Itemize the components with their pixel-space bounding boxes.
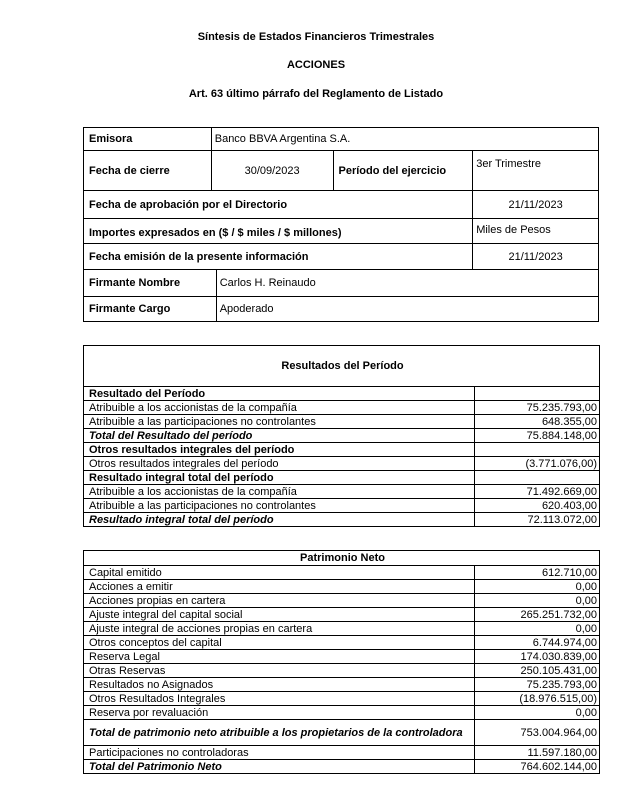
row-label: Capital emitido	[84, 566, 475, 580]
table-row	[84, 401, 600, 415]
row-value: 72.113.072,00	[475, 513, 600, 527]
periodo-value: 3er Trimestre	[473, 151, 599, 191]
row-value: 620.403,00	[475, 499, 600, 513]
table-row	[84, 650, 600, 664]
row-label: Resultado integral total del período	[84, 471, 475, 485]
row-value: 0,00	[475, 706, 600, 720]
row-label: Atribuible a las participaciones no controlantes	[84, 499, 475, 513]
row-value: 174.030.839,00	[475, 650, 600, 664]
table-row	[84, 664, 600, 678]
table-row	[84, 706, 600, 720]
table-row	[84, 513, 600, 527]
table-row	[84, 760, 600, 774]
row-value: 71.492.669,00	[475, 485, 600, 499]
row-label: Otras Reservas	[84, 664, 475, 678]
aprobacion-value: 21/11/2023	[473, 191, 599, 219]
table-row	[84, 636, 600, 650]
row-value: 75.884.148,00	[475, 429, 600, 443]
row-value	[475, 443, 600, 457]
row-label: Participaciones no controladoras	[84, 746, 475, 760]
row-label: Ajuste integral del capital social	[84, 608, 475, 622]
patrimonio-title: Patrimonio Neto	[84, 551, 600, 566]
row-value: 612.710,00	[475, 566, 600, 580]
document-title: Síntesis de Estados Financieros Trimestrales	[197, 31, 435, 43]
table-row	[84, 443, 600, 457]
row-value: 764.602.144,00	[475, 760, 600, 774]
document-article: Art. 63 último párrafo del Reglamento de Listado	[188, 88, 444, 100]
row-label: Acciones propias en cartera	[84, 594, 475, 608]
row-value: 75.235.793,00	[475, 401, 600, 415]
row-label: Resultado del Período	[84, 387, 475, 401]
table-row	[84, 387, 600, 401]
table-row	[84, 720, 600, 746]
fecha-cierre-value: 30/09/2023	[211, 151, 333, 191]
table-row	[84, 622, 600, 636]
document-subtitle: ACCIONES	[286, 59, 346, 71]
row-value: 250.105.431,00	[475, 664, 600, 678]
table-row	[84, 746, 600, 760]
row-label: Reserva Legal	[84, 650, 475, 664]
info-table	[83, 127, 599, 322]
row-label: Atribuible a las participaciones no controlantes	[84, 415, 475, 429]
row-value: 265.251.732,00	[475, 608, 600, 622]
importes-value: Miles de Pesos	[473, 219, 599, 244]
firmante-nombre-label: Firmante Nombre	[84, 270, 217, 297]
table-row	[84, 594, 600, 608]
row-label: Total del Resultado del período	[84, 429, 475, 443]
table-row	[84, 566, 600, 580]
firmante-nombre-value: Carlos H. Reinaudo	[216, 270, 598, 297]
patrimonio-table	[83, 550, 600, 774]
row-value: 0,00	[475, 622, 600, 636]
table-row	[84, 499, 600, 513]
row-label: Ajuste integral de acciones propias en cartera	[84, 622, 475, 636]
table-row	[84, 485, 600, 499]
resultados-title: Resultados del Período	[84, 346, 600, 387]
table-row	[84, 471, 600, 485]
row-label: Otros resultados integrales del período	[84, 457, 475, 471]
fecha-cierre-label: Fecha de cierre	[84, 151, 212, 191]
row-value	[475, 471, 600, 485]
row-label: Resultado integral total del período	[84, 513, 475, 527]
row-label: Total de patrimonio neto atribuible a los propietarios de la controladora	[84, 720, 475, 746]
aprobacion-label: Fecha de aprobación por el Directorio	[84, 191, 473, 219]
periodo-label: Período del ejercicio	[333, 151, 473, 191]
table-row	[84, 429, 600, 443]
row-label: Atribuible a los accionistas de la compañía	[84, 485, 475, 499]
row-value: 0,00	[475, 580, 600, 594]
row-label: Acciones a emitir	[84, 580, 475, 594]
row-label: Total del Patrimonio Neto	[84, 760, 475, 774]
row-label: Otros resultados integrales del período	[84, 443, 475, 457]
table-row	[84, 678, 600, 692]
row-value: 11.597.180,00	[475, 746, 600, 760]
emisora-value: Banco BBVA Argentina S.A.	[211, 128, 598, 151]
emision-value: 21/11/2023	[473, 244, 599, 270]
firmante-cargo-value: Apoderado	[216, 297, 598, 322]
row-label: Otros Resultados Integrales	[84, 692, 475, 706]
table-row	[84, 580, 600, 594]
row-value: (18.976.515,00)	[475, 692, 600, 706]
row-value: 6.744.974,00	[475, 636, 600, 650]
table-row	[84, 692, 600, 706]
row-value: 0,00	[475, 594, 600, 608]
table-row	[84, 457, 600, 471]
row-value	[475, 387, 600, 401]
table-row	[84, 608, 600, 622]
row-value: 75.235.793,00	[475, 678, 600, 692]
row-value: 648.355,00	[475, 415, 600, 429]
row-label: Reserva por revaluación	[84, 706, 475, 720]
resultados-table	[83, 345, 600, 527]
table-row	[84, 415, 600, 429]
importes-label: Importes expresados en ($ / $ miles / $ millones)	[84, 219, 473, 244]
row-value: (3.771.076,00)	[475, 457, 600, 471]
row-value: 753.004.964,00	[475, 720, 600, 746]
emisora-label: Emisora	[84, 128, 212, 151]
firmante-cargo-label: Firmante Cargo	[84, 297, 217, 322]
emision-label: Fecha emisión de la presente información	[84, 244, 473, 270]
row-label: Resultados no Asignados	[84, 678, 475, 692]
row-label: Atribuible a los accionistas de la compañía	[84, 401, 475, 415]
row-label: Otros conceptos del capital	[84, 636, 475, 650]
